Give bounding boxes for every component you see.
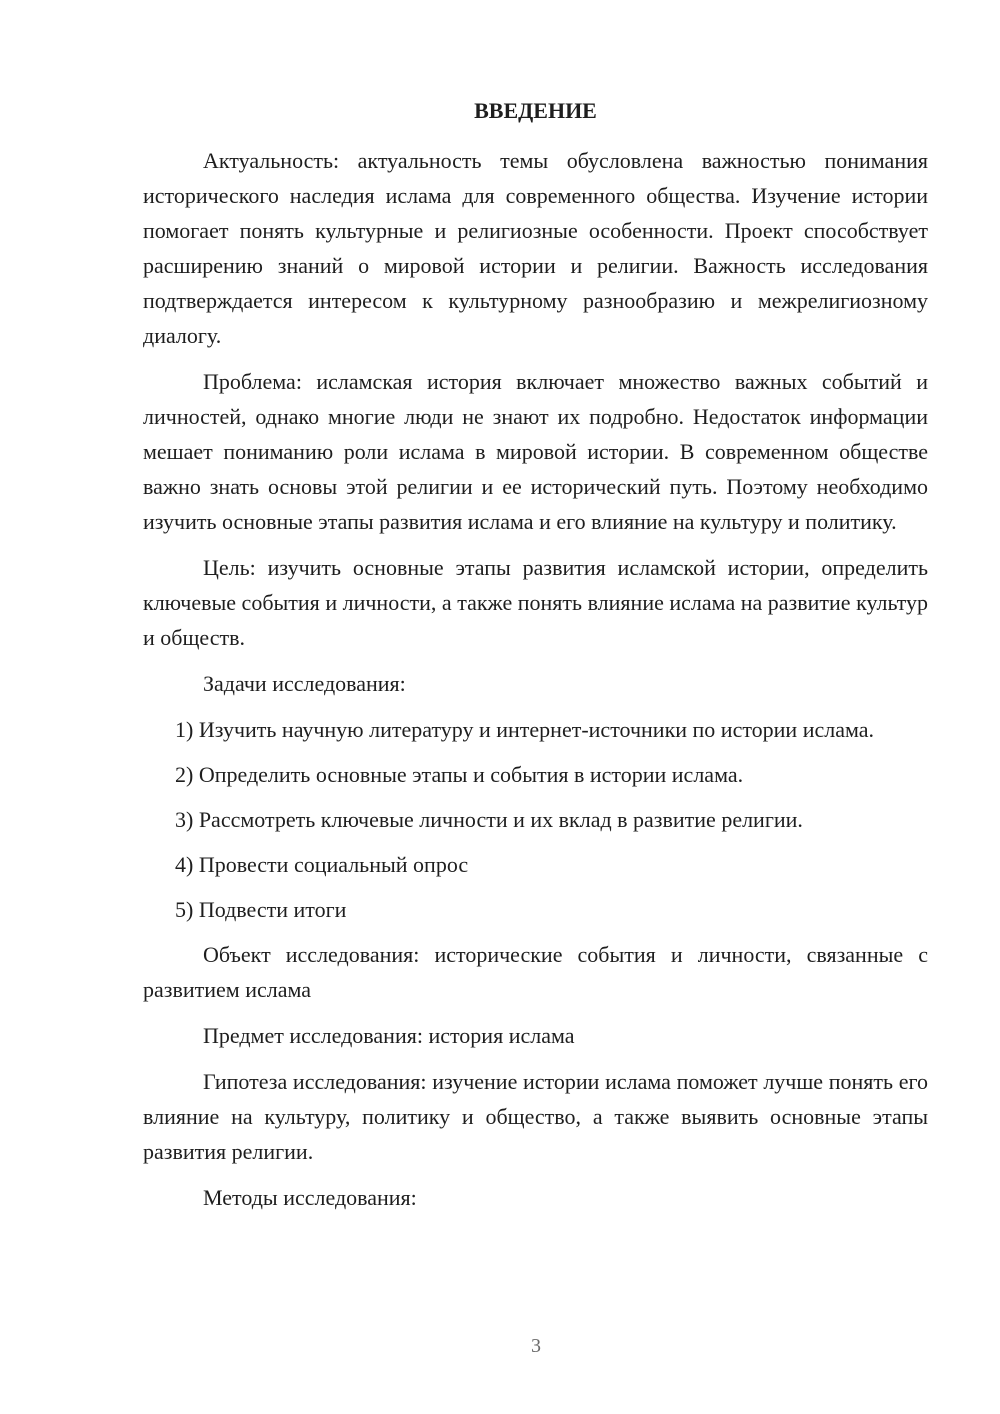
tasks-list bbox=[143, 712, 928, 927]
task-item-1: 1) Изучить научную литературу и интернет-источники по истории ислама. bbox=[175, 717, 875, 742]
tasks-heading: Задачи исследования: bbox=[203, 671, 406, 696]
goal-paragraph: Цель: изучить основные этапы развития исламской истории, определить ключевые события и личности, а также понять влияние ислама на развитие культур и обществ. bbox=[143, 555, 928, 650]
section-title: ВВЕДЕНИЕ bbox=[474, 98, 597, 123]
relevance-paragraph: Актуальность: актуальность темы обусловлена важностью понимания исторического наследия ислама для современного общества. Изучение истории помогает понять культурные и религиозные особенности. Проект способствует расширению знаний о мировой истории и религии. Важность исследования подтверждается интересом к культурному разнообразию и межрелигиозному диалогу. bbox=[143, 148, 928, 348]
task-item-2: 2) Определить основные этапы и события в истории ислама. bbox=[175, 762, 744, 787]
object-paragraph: Объект исследования: исторические события и личности, связанные с развитием ислама bbox=[143, 942, 928, 1002]
subject-paragraph: Предмет исследования: история ислама bbox=[203, 1023, 575, 1048]
task-item-4: 4) Провести социальный опрос bbox=[175, 852, 469, 877]
problem-paragraph: Проблема: исламская история включает множество важных событий и личностей, однако многие люди не знают их подробно. Недостаток информации мешает пониманию роли ислама в мировой истории. В современном обществе важно знать основы этой религии и ее исторический путь. Поэтому необходимо изучить основные этапы развития ислама и его влияние на культуру и политику. bbox=[143, 369, 928, 534]
methods-heading: Методы исследования: bbox=[203, 1185, 417, 1210]
task-item-5: 5) Подвести итоги bbox=[175, 897, 347, 922]
hypothesis-paragraph: Гипотеза исследования: изучение истории ислама поможет лучше понять его влияние на культуру, политику и общество, а также выявить основные этапы развития религии. bbox=[143, 1069, 928, 1164]
page-number: 3 bbox=[531, 1335, 541, 1357]
task-item-3: 3) Рассмотреть ключевые личности и их вклад в развитие религии. bbox=[175, 807, 803, 832]
document-page bbox=[143, 95, 928, 1226]
